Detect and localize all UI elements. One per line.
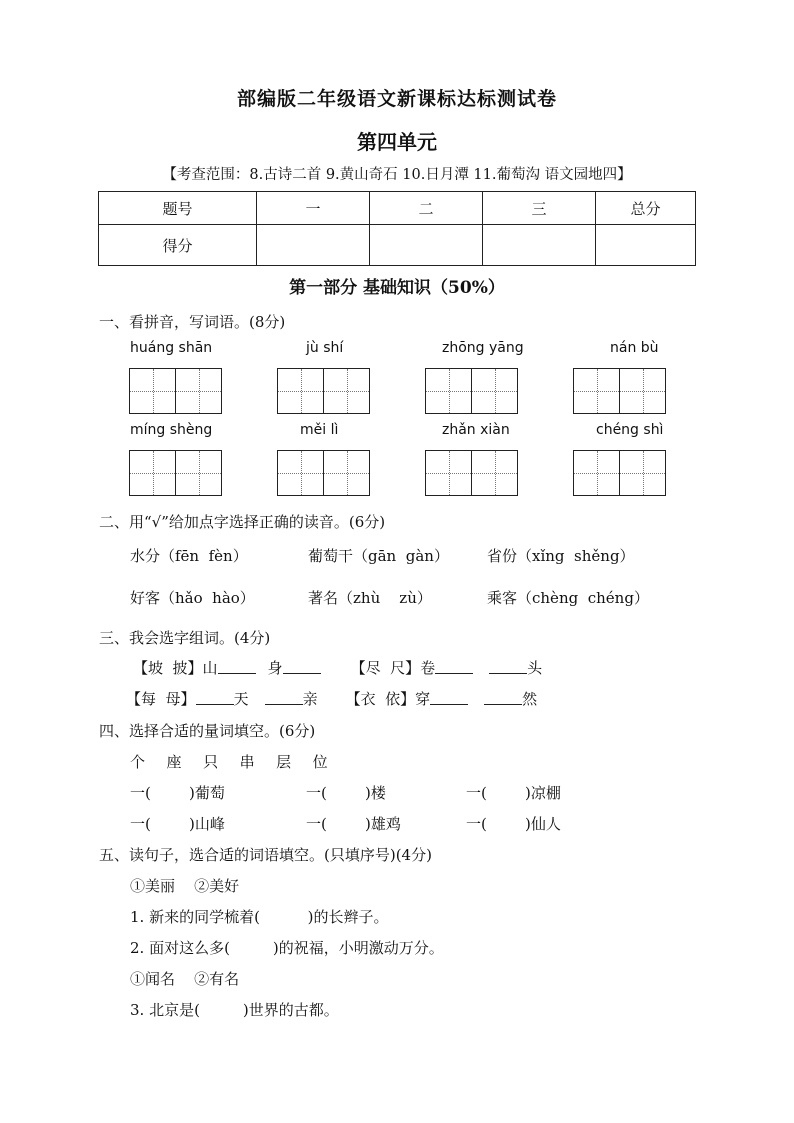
pinyin-label: jù shí xyxy=(306,340,344,356)
pinyin-label: měi lì xyxy=(300,422,339,438)
word-choice-label: 头 xyxy=(527,659,543,677)
measure-word-item[interactable]: 一( )雄鸡 xyxy=(306,815,401,833)
reading-choice[interactable]: 省份（xǐng shěng） xyxy=(487,547,635,565)
word-options: ①闻名 ②有名 xyxy=(130,970,240,988)
exam-title: 部编版二年级语文新课标达标测试卷 xyxy=(236,88,557,110)
answer-blank[interactable] xyxy=(265,690,303,705)
pinyin-label: chéng shì xyxy=(596,422,664,438)
reading-choice[interactable]: 著名（zhù zù） xyxy=(308,589,432,607)
tianzige-box[interactable] xyxy=(129,450,222,496)
word-choice-label: 【坡 披】山 xyxy=(133,659,218,677)
score-header-cell: 题号 xyxy=(99,192,257,225)
q1-title: 一、看拼音，写词语。(8分) xyxy=(99,313,286,331)
answer-blank[interactable] xyxy=(435,659,473,674)
fill-sentence[interactable]: 1. 新来的同学梳着( )的长辫子。 xyxy=(130,908,389,926)
word-options: ①美丽 ②美好 xyxy=(130,877,240,895)
pinyin-label: huáng shān xyxy=(130,340,213,356)
score-header-cell: 一 xyxy=(257,192,370,225)
pinyin-label: zhǎn xiàn xyxy=(442,422,510,438)
fill-sentence[interactable]: 2. 面对这么多( )的祝福，小明激动万分。 xyxy=(130,939,444,957)
score-cell[interactable] xyxy=(596,225,696,266)
q5-title: 五、读句子，选合适的词语填空。(只填序号)(4分) xyxy=(99,846,432,864)
word-choice-label: 天 xyxy=(233,690,249,708)
reading-choice[interactable]: 好客（hǎo hào） xyxy=(130,589,255,607)
score-header-cell: 三 xyxy=(483,192,596,225)
measure-word-item[interactable]: 一( )山峰 xyxy=(130,815,225,833)
answer-blank[interactable] xyxy=(283,659,321,674)
measure-word-item[interactable]: 一( )凉棚 xyxy=(466,784,561,802)
tianzige-box[interactable] xyxy=(425,368,518,414)
pinyin-label: nán bù xyxy=(610,340,659,356)
score-row-label: 得分 xyxy=(99,225,257,266)
score-table-row xyxy=(99,225,696,266)
part1-title: 第一部分 基础知识（50%） xyxy=(289,278,505,298)
tianzige-box[interactable] xyxy=(425,450,518,496)
word-choice-label: 然 xyxy=(522,690,538,708)
tianzige-box[interactable] xyxy=(277,450,370,496)
measure-word-item[interactable]: 一( )仙人 xyxy=(466,815,561,833)
word-choice-label: 【衣 依】穿 xyxy=(345,690,431,708)
score-table xyxy=(98,191,696,266)
word-choice-label: 【尽 尺】卷 xyxy=(350,659,436,677)
word-choice-row xyxy=(126,688,537,709)
pinyin-label: zhōng yāng xyxy=(442,340,524,356)
score-table-header-row xyxy=(99,192,696,225)
word-choice-label: 亲 xyxy=(302,690,318,708)
measure-word-options: 个 座 只 串 层 位 xyxy=(130,753,328,771)
exam-scope: 【考查范围：8.古诗二首 9.黄山奇石 10.日月潭 11.葡萄沟 语文园地四】 xyxy=(162,167,632,183)
pinyin-label: míng shèng xyxy=(130,422,213,438)
score-cell[interactable] xyxy=(370,225,483,266)
answer-blank[interactable] xyxy=(430,690,468,705)
q4-title: 四、选择合适的量词填空。(6分) xyxy=(99,722,316,740)
fill-sentence[interactable]: 3. 北京是( )世界的古都。 xyxy=(130,1001,339,1019)
tianzige-box[interactable] xyxy=(573,450,666,496)
score-header-cell: 二 xyxy=(370,192,483,225)
word-choice-row xyxy=(133,657,542,678)
q3-title: 三、我会选字组词。(4分) xyxy=(99,629,271,647)
word-choice-label: 身 xyxy=(267,659,283,677)
reading-choice[interactable]: 水分（fēn fèn） xyxy=(130,547,248,565)
answer-blank[interactable] xyxy=(489,659,527,674)
measure-word-item[interactable]: 一( )葡萄 xyxy=(130,784,225,802)
word-choice-label: 【每 母】 xyxy=(126,690,196,708)
reading-choice[interactable]: 葡萄干（gān gàn） xyxy=(308,547,449,565)
tianzige-box[interactable] xyxy=(277,368,370,414)
reading-choice[interactable]: 乘客（chèng chéng） xyxy=(487,589,649,607)
unit-title: 第四单元 xyxy=(357,130,437,154)
measure-word-item[interactable]: 一( )楼 xyxy=(306,784,386,802)
q2-title: 二、用“√”给加点字选择正确的读音。(6分) xyxy=(99,513,386,531)
answer-blank[interactable] xyxy=(484,690,522,705)
score-cell[interactable] xyxy=(483,225,596,266)
answer-blank[interactable] xyxy=(196,690,234,705)
tianzige-box[interactable] xyxy=(573,368,666,414)
score-header-cell: 总分 xyxy=(596,192,696,225)
tianzige-box[interactable] xyxy=(129,368,222,414)
answer-blank[interactable] xyxy=(218,659,256,674)
score-cell[interactable] xyxy=(257,225,370,266)
